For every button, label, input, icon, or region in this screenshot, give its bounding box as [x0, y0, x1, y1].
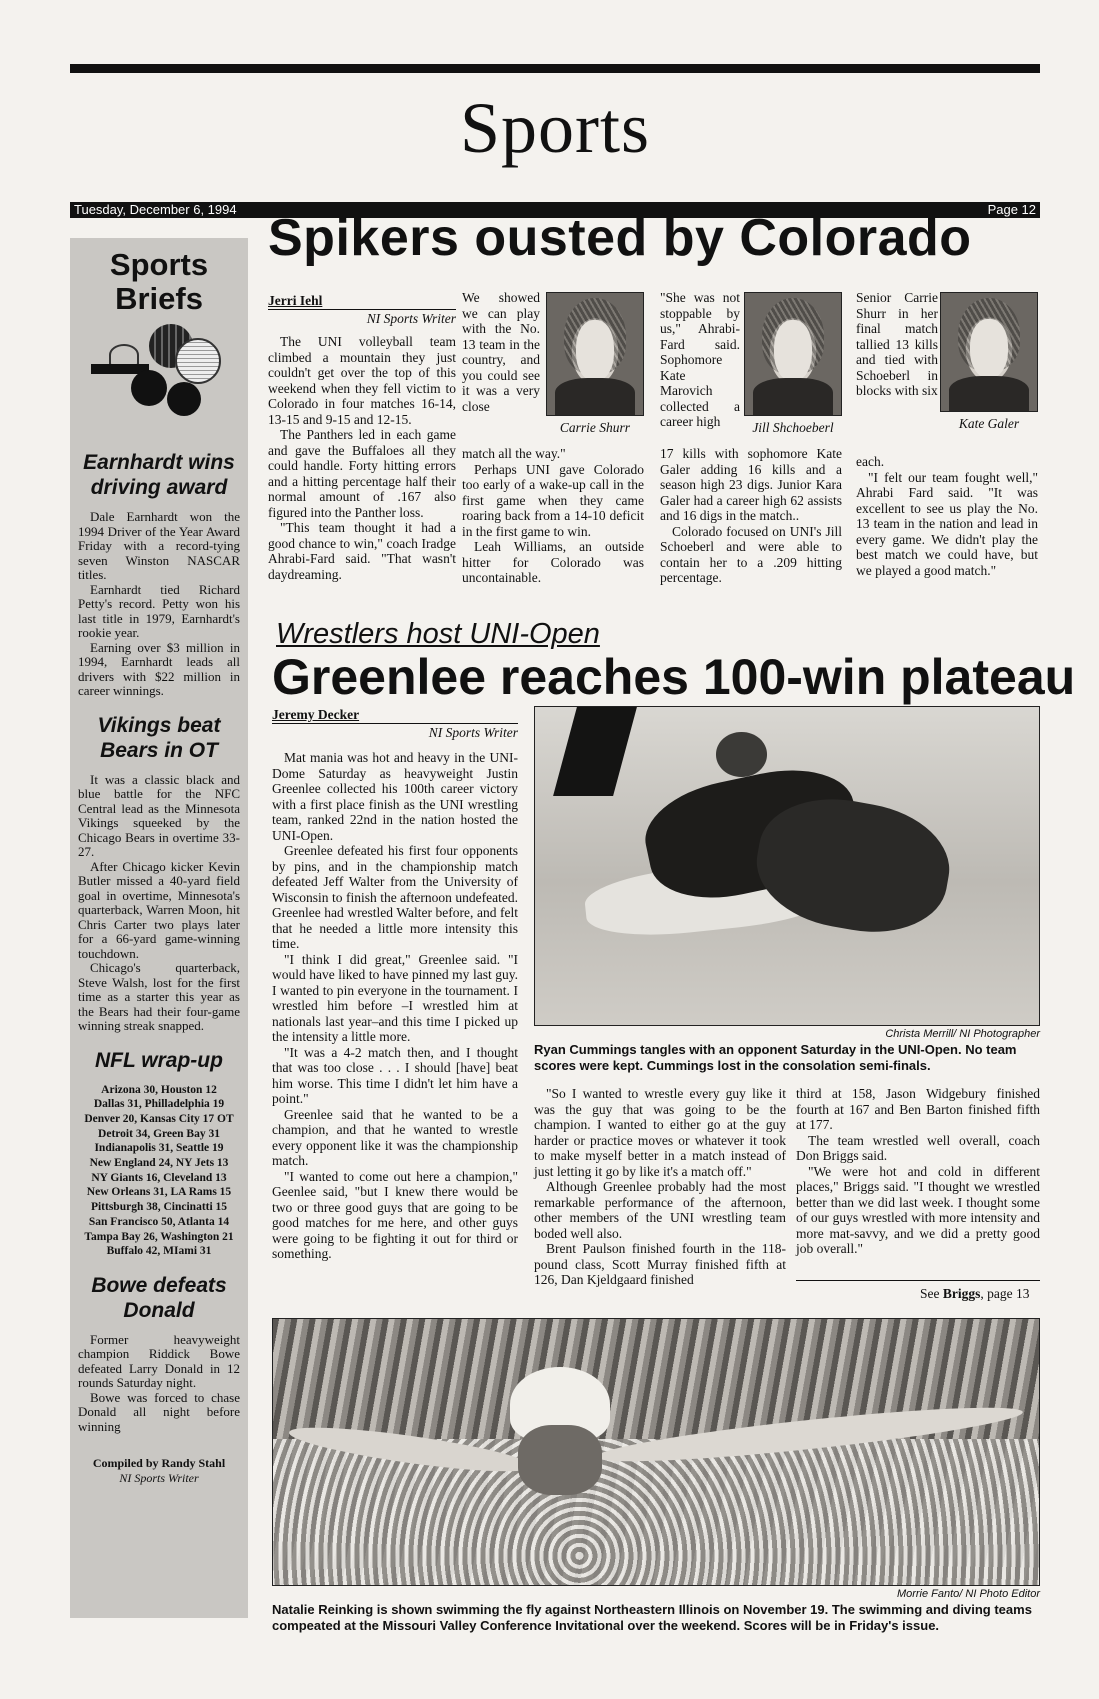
score-line: Indianapolis 31, Seattle 19 [94, 1142, 224, 1155]
volleyball-byline: Jerri Iehl NI Sports Writer [268, 293, 456, 326]
bowling-ball-icon [131, 370, 167, 406]
swimming-photo [272, 1318, 1040, 1586]
wrestling-headline: Greenlee reaches 100-win plateau [272, 649, 1076, 705]
volleyball-col-2: match all the way." Perhaps UNI gave Colorado too early of a wake-up call in the first game when they came roaring back from a 14-10 deficit in the first game to win. Leah Williams, an outside hitter for Colorado was uncontainable. [462, 446, 644, 585]
volleyball-col-1: The UNI volleyball team climbed a mountain they just couldn't get over the top of this weekend when they fell victim to Colorado in four matches 16-14, 13-15 and 9-15 and 12-15. The Panthers led in each game and gave the Buffaloes all they could handle. Forty hitting errors and a hitting percentage half their normal amount of .167 also figured into the Panther loss. "This team thought it had a good chance to win," coach Iradge Ahrabi-Fard said. "That wasn't daydreaming. [268, 334, 456, 582]
brief-body: Former heavyweight champion Riddick Bowe defeated Larry Donald in 12 rounds Saturday night. Bowe was forced to chase Donald all night before winning [78, 1331, 240, 1434]
brief-body: It was a classic black and blue battle for the NFC Central lead as the Minnesota Vikings squeeked by the Chicago Bears in overtime 33-27. After Chicago kicker Kevin Butler missed a 40-yard field goal in overtime, Minnesota's quarterback, Warren Moon, hit Chris Carter two plays later for a 66-yard game-winning touchdown. Chicago's quarterback, Steve Walsh, lost for the first time as a starter this year as the Bears had their four-game winning streak snapped. [78, 771, 240, 1033]
wrestling-col-2: "So I wanted to wrestle every guy like it was the guy that was going to be the champion. I wanted to either go at the guy harder or practice moves or whatever it took to make myself better in a match instead of just letting it go by like it's a match off." Although Greenlee probably had the most remarkable performance of the afternoon, other members of the UNI wrestling team boded well also. Brent Paulson finished fourth in the 118-pound class, Scott Murray finished fifth at 126, Dan Kjeldgaard finished [534, 1086, 786, 1287]
brief-headline: Earnhardt wins driving award [83, 451, 235, 499]
photo-caption-galer: Kate Galer [958, 416, 1020, 431]
volleyball-col-4: each. "I felt our team fought well," Ahrabi Fard said. "It was excellent to see us play the No. 13 team in the nation and lead in every game. We didn't play the best match we could have, but we played a good match." [856, 454, 1038, 578]
wrestling-photo [534, 706, 1040, 1026]
compiled-by: Compiled by Randy Stahl NI Sports Writer [92, 1456, 226, 1486]
jump-line[interactable]: See Briggs, page 13 [920, 1286, 1030, 1301]
score-line: Arizona 30, Houston 12 [101, 1083, 217, 1096]
sports-balls-illustration [89, 324, 229, 420]
wrestling-col-1: Mat mania was hot and heavy in the UNI-Dome Saturday as heavyweight Justin Greenlee collected his 100th career victory with a first place finish as the UNI wrestling team, ranked 22nd in the nation hosted the UNI-Open. Greenlee defeated his first four opponents by pins, and in the championship match defeated Jeff Walter from the University of Wisconsin to finish the afternoon undefeated. Greenlee had wrestled Walter before, and felt that he needed a little more intensity this time. "I think I did great," Greenlee said. "I would have liked to have pinned my last guy. I wanted to pin everyone in the tournament. I wrestled him before –I wrestled him at nationals last year–and this time I picked up the intensity a little more. "It was a 4-2 match then, and I thought that was too close . . . I should [have] beat him worse. This time I didn't let him have a point." Greenlee said that he wanted to be a champion, and that he wanted to wrestle every opponent like it was the championship match. "I wanted to come out here a champion," Geenlee said, "but I knew there would be two or three good guys that are going to be good matches for me here, and other guys were going to be fighting it out for third or something. [272, 750, 518, 1261]
wrestling-col-3: third at 158, Jason Widgebury finished fourth at 167 and Ben Barton finished fifth at 177. The team wrestled well overall, coach Don Briggs said. "We were hot and cold in different places," Briggs said. "I thought we wrestled better than we did last week. I thought some of our guys wrestled with more intensity and more mat-savvy, and we did a pretty good job overall." [796, 1086, 1040, 1256]
eight-ball-icon [167, 382, 201, 416]
score-line: San Francisco 50, Atlanta 14 [88, 1215, 230, 1228]
brief-body: Dale Earnhardt won the 1994 Driver of the Year Award Friday with a record-tying seven Winston NASCAR titles. Earnhardt tied Richard Petty's record. Petty won his last title in 1979, Earnhardt's rookie year. Earning over $3 million in 1994, Earnhardt leads all drivers with $22 million in career winnings. [78, 509, 240, 698]
carrie-shurr-photo [546, 292, 644, 416]
score-line: Denver 20, Kansas City 17 OT [84, 1112, 234, 1125]
shuttlecock-icon [109, 344, 139, 366]
nfl-scores-list [70, 1083, 248, 1259]
kate-galer-photo [940, 292, 1038, 412]
score-line: Dallas 31, Philladelphia 19 [93, 1098, 225, 1111]
sidebar-title: Sports Briefs [109, 247, 209, 316]
sports-briefs-sidebar [70, 238, 248, 1618]
brief-headline: Bowe defeats Donald [91, 1273, 227, 1322]
jump-rule [796, 1280, 1040, 1281]
volleyball-col-3: 17 kills with sophomore Kate Galer adding 16 kills and a season high 23 digs. Junior Kara Galer had a career high 62 assists and 16 digs in the match.. Colorado focused on UNI's Jill Schoeberl and were able to contain her to a .209 hitting percentage. [660, 446, 842, 585]
score-line: Pittsburgh 38, Cincinatti 15 [90, 1201, 228, 1214]
jill-schoeberl-photo [744, 292, 842, 416]
photo-caption-shurr: Carrie Shurr [559, 420, 631, 435]
volleyball-headline: Spikers ousted by Colorado [268, 209, 972, 267]
score-line: Tampa Bay 26, Washington 21 [84, 1230, 234, 1243]
tennis-ball-icon [175, 338, 221, 384]
score-line: New England 24, NY Jets 13 [89, 1157, 229, 1170]
score-line: NY Giants 16, Cleveland 13 [91, 1171, 227, 1184]
issue-date: Tuesday, December 6, 1994 [74, 202, 237, 217]
volleyball-col-4-wrap: Senior Carrie Shurr in her final match tallied 13 kills and tied with Schoeberl in blocks with six [856, 290, 938, 398]
brief-headline: NFL wrap-up [95, 1048, 223, 1072]
top-rule [70, 64, 1040, 73]
wrestling-byline: Jeremy Decker NI Sports Writer [272, 707, 518, 740]
swimming-photo-caption: Natalie Reinking is shown swimming the fly against Northeastern Illinois on November 19. The swimming and diving teams compeated at the Missouri Valley Conference Invitational over the weekend. Scores will be in Friday's issue. [272, 1602, 1032, 1633]
wrestling-photo-caption: Ryan Cummings tangles with an opponent Saturday in the UNI-Open. No team scores were kept. Cummings lost in the consolation semi-finals. [534, 1042, 1017, 1073]
page-number: Page 12 [987, 202, 1036, 217]
volleyball-col-2-wrap: We showed we can play with the No. 13 team in the country, and you could see it was a very close [462, 290, 540, 414]
score-line: Detroit 34, Green Bay 31 [98, 1127, 220, 1140]
wrestling-photo-credit: Christa Merrill/ NI Photographer [885, 1028, 1040, 1040]
score-line: New Orleans 31, LA Rams 15 [86, 1186, 232, 1199]
section-title: Sports [459, 88, 651, 168]
volleyball-col-3-wrap: "She was not stoppable by us," Ahrabi-Fard said. Sophomore Kate Marovich collected a career high [660, 290, 740, 429]
photo-caption-schoeberl: Jill Shchoeberl [752, 420, 834, 435]
score-line: Buffalo 42, MIami 31 [106, 1245, 212, 1258]
brief-headline: Vikings beat Bears in OT [97, 713, 221, 762]
wrestling-kicker: Wrestlers host UNI-Open [276, 618, 600, 650]
swimming-photo-credit: Morrie Fanto/ NI Photo Editor [896, 1588, 1040, 1600]
